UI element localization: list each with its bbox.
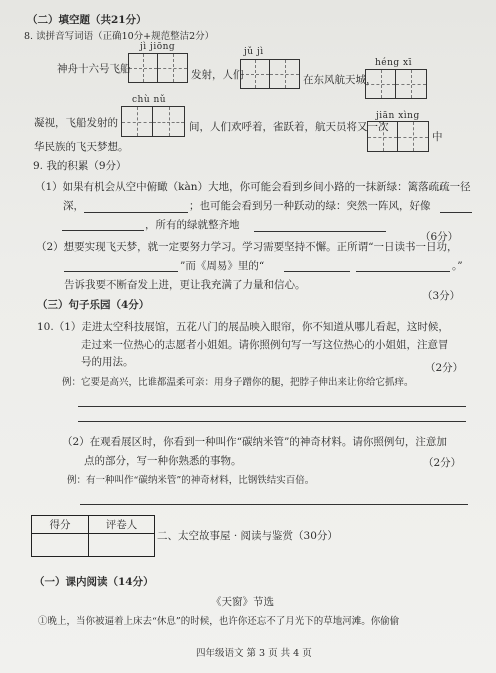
pinyin-2: jǔ jì <box>244 47 264 57</box>
q9-1-blank-3[interactable] <box>62 230 144 231</box>
pinyin-5: jiān xìng <box>376 111 420 121</box>
pinyin-grid-4[interactable] <box>121 106 185 137</box>
q10-1-answer-line-1[interactable] <box>78 406 466 407</box>
q8-row2-text-a: 凝视，飞船发射的 <box>34 117 118 129</box>
q9-2-line-c: 。” <box>452 260 463 272</box>
grader-cell[interactable] <box>89 534 155 557</box>
q9-1-score: （6分） <box>420 231 459 243</box>
q10-1-example: 例：它要是高兴，比谁都温柔可亲：用身子蹭你的腿，把脖子伸出来让你给它抓痒。 <box>62 377 414 388</box>
pinyin-4: chù nǔ <box>132 95 167 105</box>
q10-2-answer-line[interactable] <box>80 504 468 505</box>
q9-2-blank-1[interactable] <box>64 271 178 272</box>
q10-1-line-b: 走过来一位热心的志愿者小姐姐。请你照例句写一写这位热心的小姐姐，注意冒 <box>81 339 449 351</box>
grader-label: 评卷人 <box>89 516 155 534</box>
part2-title: 二、太空故事屋 · 阅读与鉴赏（30分） <box>157 530 338 542</box>
q9-1-line-b: 深， <box>63 200 84 212</box>
reading-paragraph-1: ①晚上，当你被逼着上床去“休息”的时候，也许你还忘不了月光下的草地河滩。你偷偷 <box>38 616 400 627</box>
q9-1-line-d: ，所有的绿就整齐地 <box>145 219 240 231</box>
pinyin-grid-1[interactable] <box>128 53 188 83</box>
q8-row3-text: 华民族的飞天梦想。 <box>34 141 129 153</box>
pinyin-3: héng xī <box>375 58 412 68</box>
q9-2-line-a: （2）想要实现飞天梦，就一定要努力学习。学习需要坚持不懈。正所谓“一日读书一日功， <box>36 241 458 253</box>
q9-1-blank-1[interactable] <box>84 212 188 213</box>
pinyin-grid-2[interactable] <box>240 59 300 89</box>
q9-1-line-c: ；也可能会看到另一种跃动的绿：突然一阵风，好像 <box>189 200 431 212</box>
q10-2-line-b: 点的部分，写一种你熟悉的事物。 <box>84 455 242 467</box>
q8-row1-text-a: 神舟十六号飞船 <box>57 63 131 75</box>
q9-2-line-b: ”而《周易》里的“ <box>180 260 265 272</box>
q8-row2-text-b: 间，人们欢呼着，雀跃着，航天员将又一次 <box>189 121 389 133</box>
q9-1-blank-2[interactable] <box>440 212 472 213</box>
q10-2-line-a: （2）在观看展区时，你看到一种叫作“碳纳米管”的神奇材料。请你照例句，注意加 <box>62 436 447 448</box>
q9-1-line-a: （1）如果有机会从空中俯瞰（kàn）大地，你可能会看到乡间小路的一抹新绿：篱落疏疏一径 <box>35 181 471 193</box>
q9-2-blank-3[interactable] <box>356 271 450 272</box>
score-cell[interactable] <box>32 534 89 557</box>
pinyin-1: jì jiōng <box>140 42 176 52</box>
q10-1-score: （2分） <box>425 362 464 374</box>
q10-1-line-a: 10.（1）走进太空科技展馆，五花八门的展品映入眼帘，你不知道从哪儿看起，这时候， <box>37 321 449 333</box>
reading-title: 《天窗》节选 <box>211 596 274 608</box>
q8-title: 8. 读拼音写词语（正确10分+规范整洁2分） <box>24 31 215 42</box>
q9-2-blank-2[interactable] <box>284 271 350 272</box>
q9-2-score: （3分） <box>422 290 461 302</box>
q9-1-blank-4[interactable] <box>254 231 386 232</box>
page-footer: 四年级语文 第 3 页 共 4 页 <box>196 648 312 659</box>
score-box <box>31 515 155 557</box>
q10-1-line-c: 号的用法。 <box>81 356 134 368</box>
q8-row1-text-b: 发射，人们 <box>191 69 244 81</box>
reading-header: （一）课内阅读（14分） <box>34 576 154 588</box>
section-header-sentences: （三）句子乐园（4分） <box>37 299 150 311</box>
q9-2-line-d: 告诉我要不断奋发上进，更让我充满了力量和信心。 <box>64 279 306 291</box>
section-header-fill-blank: （二）填空题（共21分） <box>27 14 147 26</box>
q9-title: 9. 我的积累（9分） <box>33 160 127 172</box>
q10-1-answer-line-2[interactable] <box>78 421 466 422</box>
q10-2-score: （2分） <box>423 457 462 469</box>
score-label: 得分 <box>32 516 89 534</box>
q10-2-example: 例：有一种叫作“碳纳米管”的神奇材料，比钢铁结实百倍。 <box>67 475 315 486</box>
q8-row1-text-c: 在东风航天城， <box>303 74 377 86</box>
q8-row2-text-c: 中 <box>432 131 443 143</box>
